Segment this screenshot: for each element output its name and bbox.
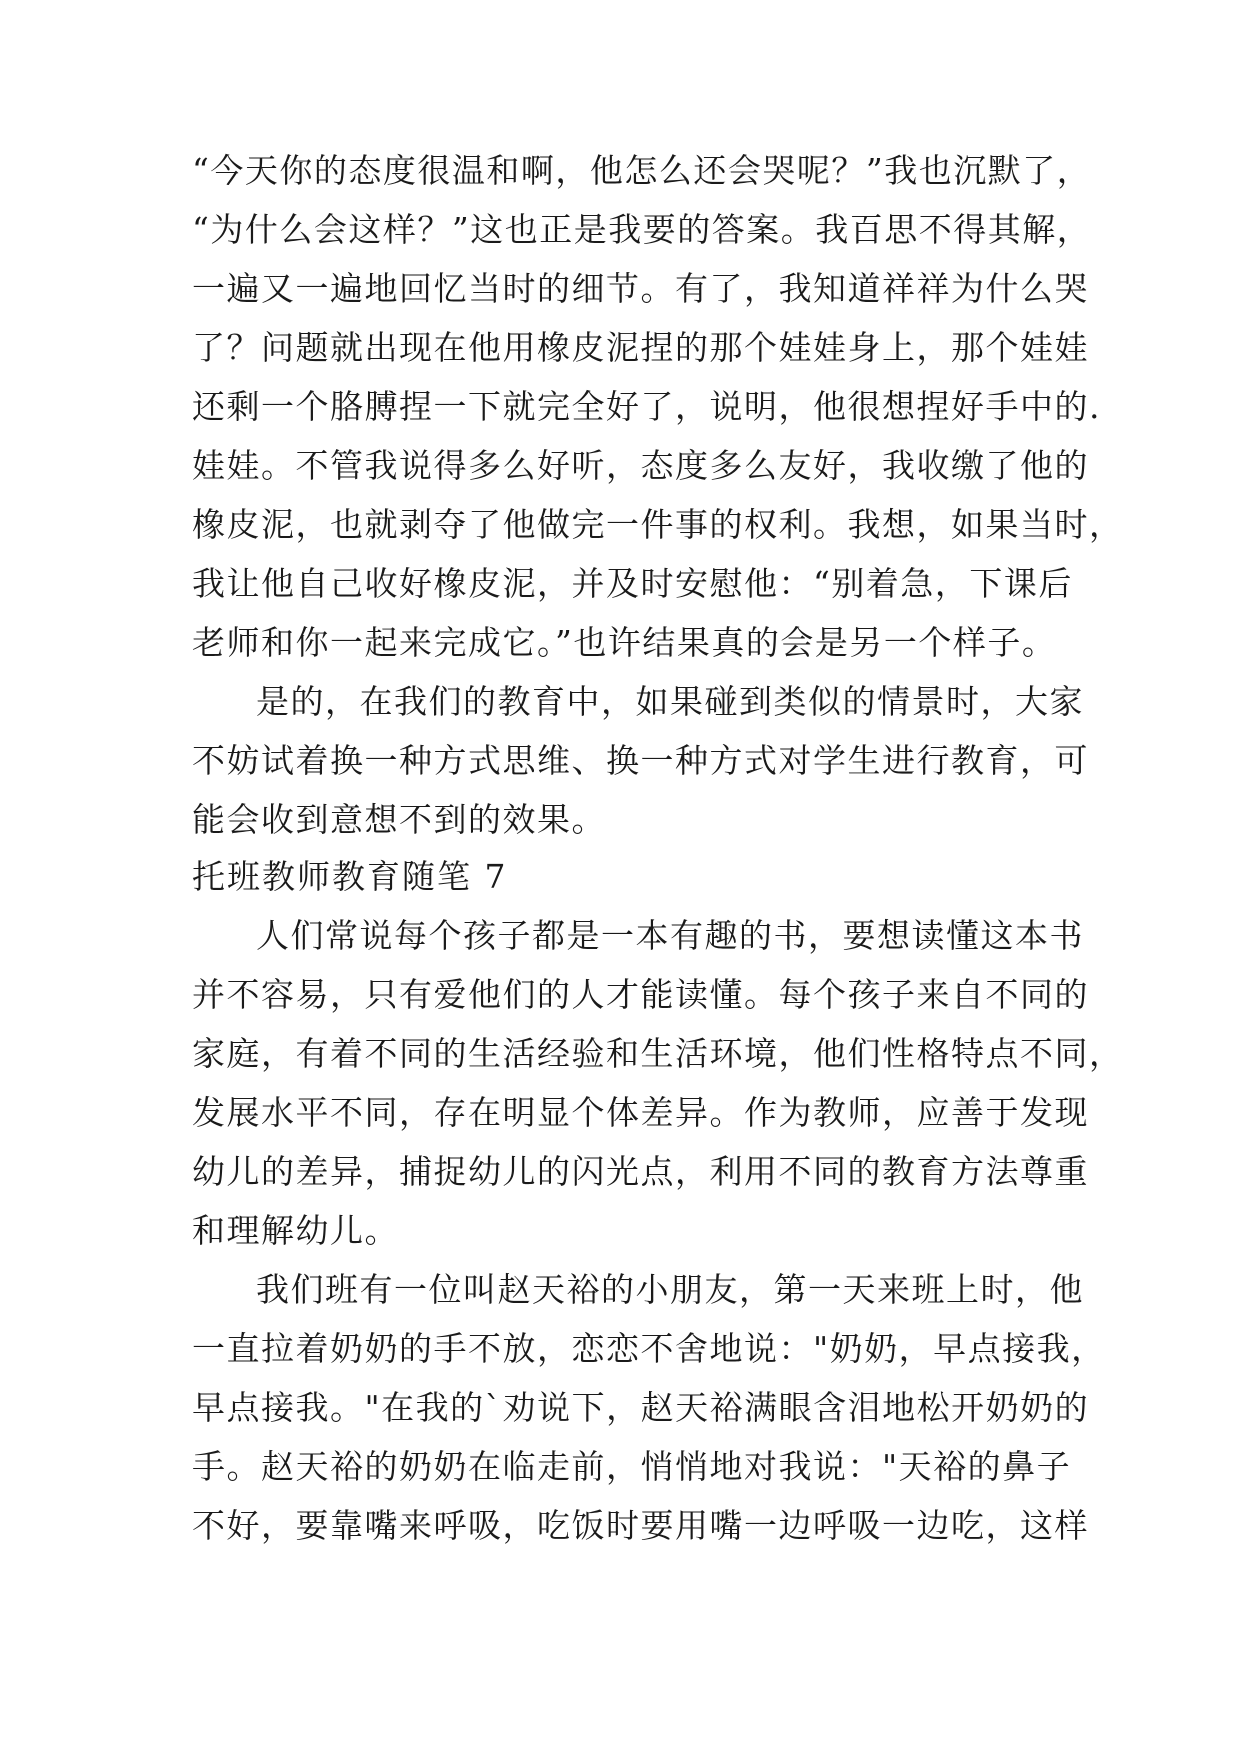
text-line: 还剩一个胳膊捏一下就完全好了，说明，他很想捏好手中的. xyxy=(192,387,1101,426)
text-line: 一直拉着奶奶的手不放，恋恋不舍地说："奶奶，早点接我， xyxy=(192,1329,1106,1368)
text-line: 幼儿的差异，捕捉幼儿的闪光点，利用不同的教育方法尊重 xyxy=(192,1152,1089,1191)
section-heading: 托班教师教育随笔 7 xyxy=(192,857,508,896)
text-line: 发展水平不同，存在明显个体差异。作为教师，应善于发现 xyxy=(192,1093,1089,1132)
text-line: 手。赵天裕的奶奶在临走前，悄悄地对我说："天裕的鼻子 xyxy=(192,1447,1072,1486)
paragraph-first-line: 人们常说每个孩子都是一本有趣的书，要想读懂这本书 xyxy=(256,916,1084,955)
text-line: 娃娃。不管我说得多么好听，态度多么友好，我收缴了他的 xyxy=(192,446,1089,485)
text-line: 不好，要靠嘴来呼吸，吃饭时要用嘴一边呼吸一边吃，这样 xyxy=(192,1506,1089,1545)
paragraph-first-line: 是的，在我们的教育中，如果碰到类似的情景时，大家 xyxy=(256,682,1084,721)
text-line: 橡皮泥，也就剥夺了他做完一件事的权利。我想，如果当时， xyxy=(192,505,1124,544)
text-line: “为什么会这样？”这也正是我要的答案。我百思不得其解， xyxy=(192,210,1092,249)
text-line: 早点接我。"在我的`劝说下，赵天裕满眼含泪地松开奶奶的 xyxy=(192,1388,1090,1427)
text-line: 一遍又一遍地回忆当时的细节。有了，我知道祥祥为什么哭 xyxy=(192,269,1089,308)
text-line: 能会收到意想不到的效果。 xyxy=(192,800,606,839)
text-line: “今天你的态度很温和啊，他怎么还会哭呢？”我也沉默了， xyxy=(192,151,1092,190)
paragraph-first-line: 我们班有一位叫赵天裕的小朋友，第一天来班上时，他 xyxy=(256,1270,1084,1309)
text-line: 不妨试着换一种方式思维、换一种方式对学生进行教育，可 xyxy=(192,741,1089,780)
text-line: 我让他自己收好橡皮泥，并及时安慰他：“别着急，下课后 xyxy=(192,564,1073,603)
text-line: 和理解幼儿。 xyxy=(192,1211,399,1250)
text-line: 家庭，有着不同的生活经验和生活环境，他们性格特点不同， xyxy=(192,1034,1124,1073)
text-line: 老师和你一起来完成它。”也许结果真的会是另一个样子。 xyxy=(192,623,1057,662)
text-line: 并不容易，只有爱他们的人才能读懂。每个孩子来自不同的 xyxy=(192,975,1089,1014)
text-line: 了？问题就出现在他用橡皮泥捏的那个娃娃身上，那个娃娃 xyxy=(192,328,1089,367)
